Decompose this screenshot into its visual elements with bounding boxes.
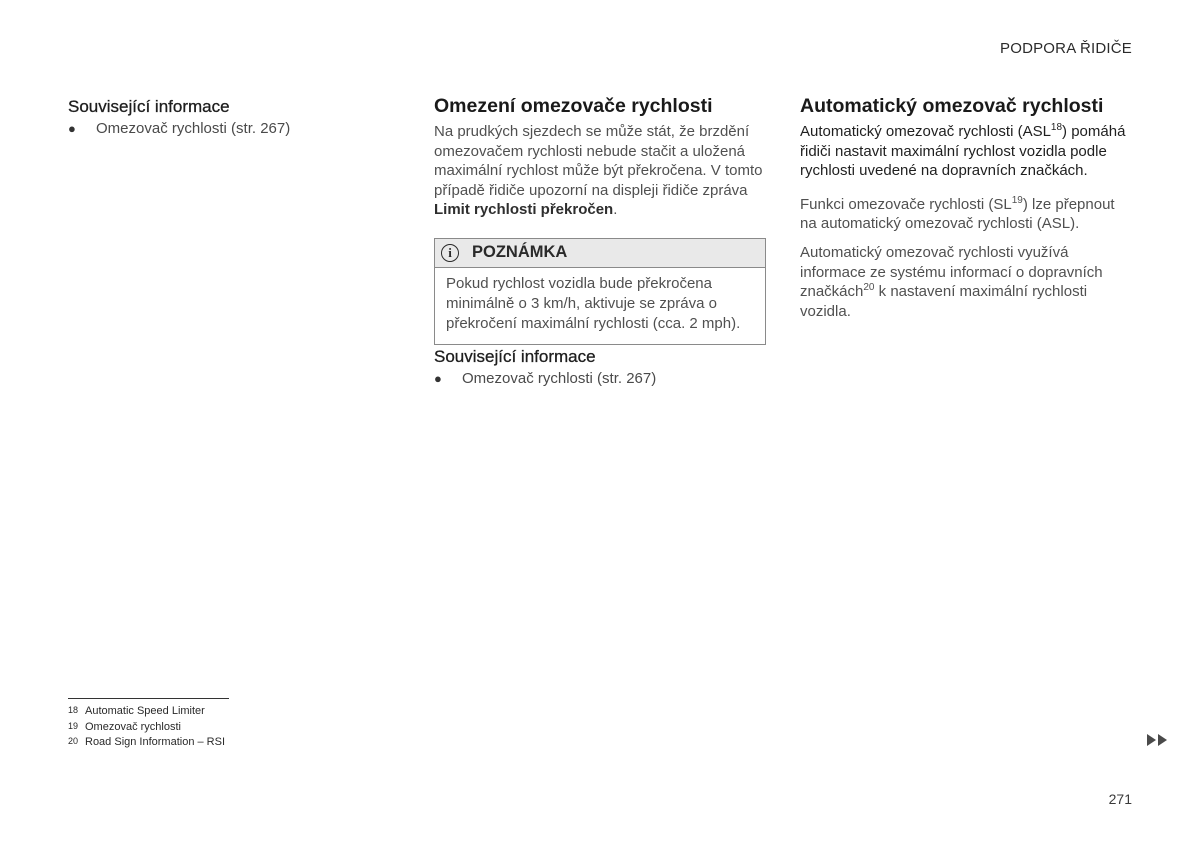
double-arrow-right-icon[interactable] [1147, 733, 1169, 747]
bullet-icon: ● [434, 370, 442, 386]
footnote-text: Automatic Speed Limiter [85, 705, 205, 717]
page-number: 271 [1108, 791, 1132, 807]
footnote-text: Omezovač rychlosti [85, 720, 181, 733]
footnotes [68, 703, 225, 750]
column-3 [800, 94, 1132, 321]
paragraph-end: . [613, 201, 618, 219]
footnote-text: Road Sign Information – RSI [85, 736, 226, 748]
bullet-icon: ● [68, 121, 76, 136]
note-text: Pokud rychlost vozidla bude překročena minimálně o 3 km/h, aktivuje se zpráva o překročení maximální rychlosti (cca. 2 mph). [446, 274, 741, 332]
lead-text: Automatický omezovač rychlosti (ASL [800, 123, 1051, 140]
body-paragraph [800, 195, 1132, 234]
body-paragraph [800, 243, 1132, 321]
footnote-ref[interactable]: 19 [1011, 194, 1023, 206]
footnote-ref[interactable]: 18 [1050, 122, 1063, 133]
body-paragraph [434, 122, 766, 220]
footnote [68, 719, 225, 735]
paragraph-text: ) lze přepnout na automatický omezovač rychlosti (ASL). [800, 195, 1115, 233]
section-header: PODPORA ŘIDIČE [1000, 40, 1132, 57]
related-info-link[interactable]: Omezovač rychlosti (str. 267) [96, 120, 291, 137]
related-info-heading: Související informace [434, 346, 596, 366]
info-icon: i [441, 244, 459, 262]
lead-paragraph [800, 122, 1132, 181]
note-title: POZNÁMKA [472, 243, 568, 262]
display-message: Limit rychlosti překročen [434, 201, 614, 219]
note-box [434, 238, 766, 345]
section-title: Automatický omezovač rychlosti [800, 95, 1104, 117]
column-1 [68, 94, 400, 139]
paragraph-text: k nastavení maximální rychlosti vozidla. [800, 283, 1088, 320]
related-info-heading: Související informace [68, 97, 230, 116]
related-info-item[interactable] [68, 119, 400, 139]
section-title: Omezení omezovače rychlosti [434, 95, 713, 117]
lead-text: ) pomáhá řidiči nastavit maximální rychlost vozidla podle rychlosti uvedené na dopravních značkách. [800, 123, 1126, 180]
footnote [68, 734, 225, 750]
footnote-number: 19 [68, 720, 79, 731]
footnote-ref[interactable]: 20 [863, 282, 875, 294]
related-info-link[interactable]: Omezovač rychlosti (str. 267) [462, 369, 657, 387]
footnote-number: 20 [68, 736, 79, 746]
column-2 [434, 94, 766, 389]
related-info-item[interactable] [434, 369, 766, 389]
footnote [68, 703, 225, 719]
paragraph-text: Automatický omezovač rychlosti využívá informace ze systému informací o dopravních značkách [800, 243, 1103, 301]
paragraph-text: Funkci omezovače rychlosti (SL [800, 195, 1012, 213]
footnote-divider [68, 698, 229, 699]
footnote-number: 18 [68, 705, 79, 715]
paragraph-text: Na prudkých sjezdech se může stát, že brzdění omezovačem rychlosti nebude stačit a uložená maximální rychlost může být překročena. V tomto případě řidiče upozorní na displeji řidiče zpráva [434, 123, 763, 199]
note-header [435, 239, 765, 268]
